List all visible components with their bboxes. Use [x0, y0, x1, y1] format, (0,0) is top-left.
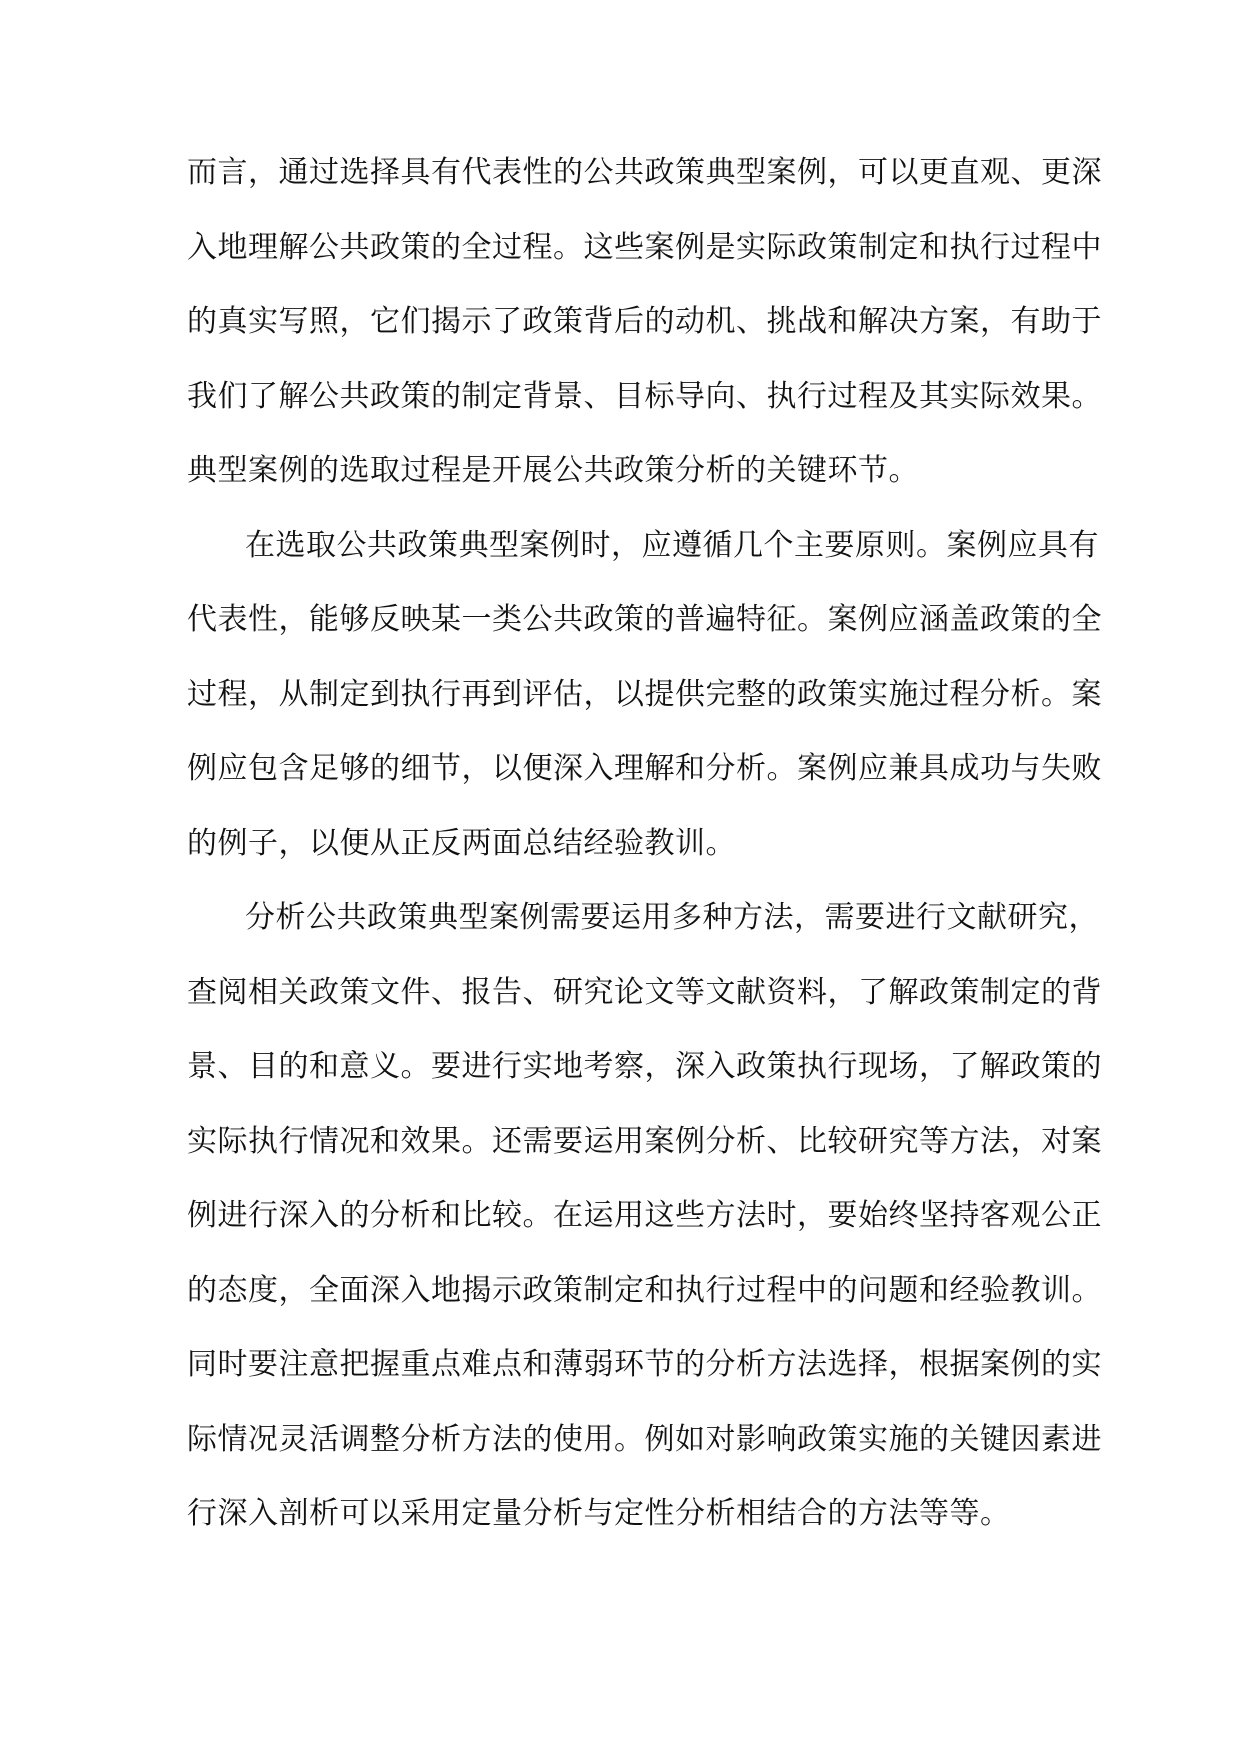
- text-line: 入地理解公共政策的全过程。这些案例是实际政策制定和执行过程中: [187, 229, 1102, 265]
- paragraph-1: [187, 145, 1102, 518]
- text-line: 同时要注意把握重点难点和薄弱环节的分析方法选择，根据案例的实: [187, 1347, 1102, 1382]
- text-line: 行深入剖析可以采用定量分析与定性分析相结合的方法等等。: [187, 1496, 1011, 1531]
- text-line: 过程，从制定到执行再到评估，以提供完整的政策实施过程分析。案: [187, 676, 1102, 712]
- text-line: 的态度，全面深入地揭示政策制定和执行过程中的问题和经验教训。: [187, 1272, 1102, 1308]
- paragraph-2: [187, 518, 1102, 891]
- text-line: 代表性，能够反映某一类公共政策的普遍特征。案例应涵盖政策的全: [187, 602, 1102, 637]
- text-line: 典型案例的选取过程是开展公共政策分析的关键环节。: [187, 453, 919, 488]
- text-line: 例应包含足够的细节，以便深入理解和分析。案例应兼具成功与失败: [187, 751, 1102, 786]
- text-line: 际情况灵活调整分析方法的使用。例如对影响政策实施的关键因素进: [187, 1421, 1102, 1457]
- text-line: 我们了解公共政策的制定背景、目标导向、执行过程及其实际效果。: [187, 378, 1102, 414]
- document-body: [187, 145, 1102, 1561]
- text-line: 的真实写照，它们揭示了政策背后的动机、挑战和解决方案，有助于: [187, 304, 1102, 339]
- text-line: 景、目的和意义。要进行实地考察，深入政策执行现场，了解政策的: [187, 1049, 1102, 1084]
- text-line: 的例子，以便从正反两面总结经验教训。: [187, 825, 736, 861]
- paragraph-3: [187, 890, 1102, 1561]
- text-line: 而言，通过选择具有代表性的公共政策典型案例，可以更直观、更深: [187, 155, 1102, 190]
- text-line: 分析公共政策典型案例需要运用多种方法，需要进行文献研究，: [245, 900, 1099, 935]
- text-line: 在选取公共政策典型案例时，应遵循几个主要原则。案例应具有: [245, 527, 1099, 563]
- text-line: 实际执行情况和效果。还需要运用案例分析、比较研究等方法，对案: [187, 1123, 1102, 1159]
- text-line: 查阅相关政策文件、报告、研究论文等文献资料，了解政策制定的背: [187, 974, 1102, 1010]
- text-line: 例进行深入的分析和比较。在运用这些方法时，要始终坚持客观公正: [187, 1198, 1102, 1233]
